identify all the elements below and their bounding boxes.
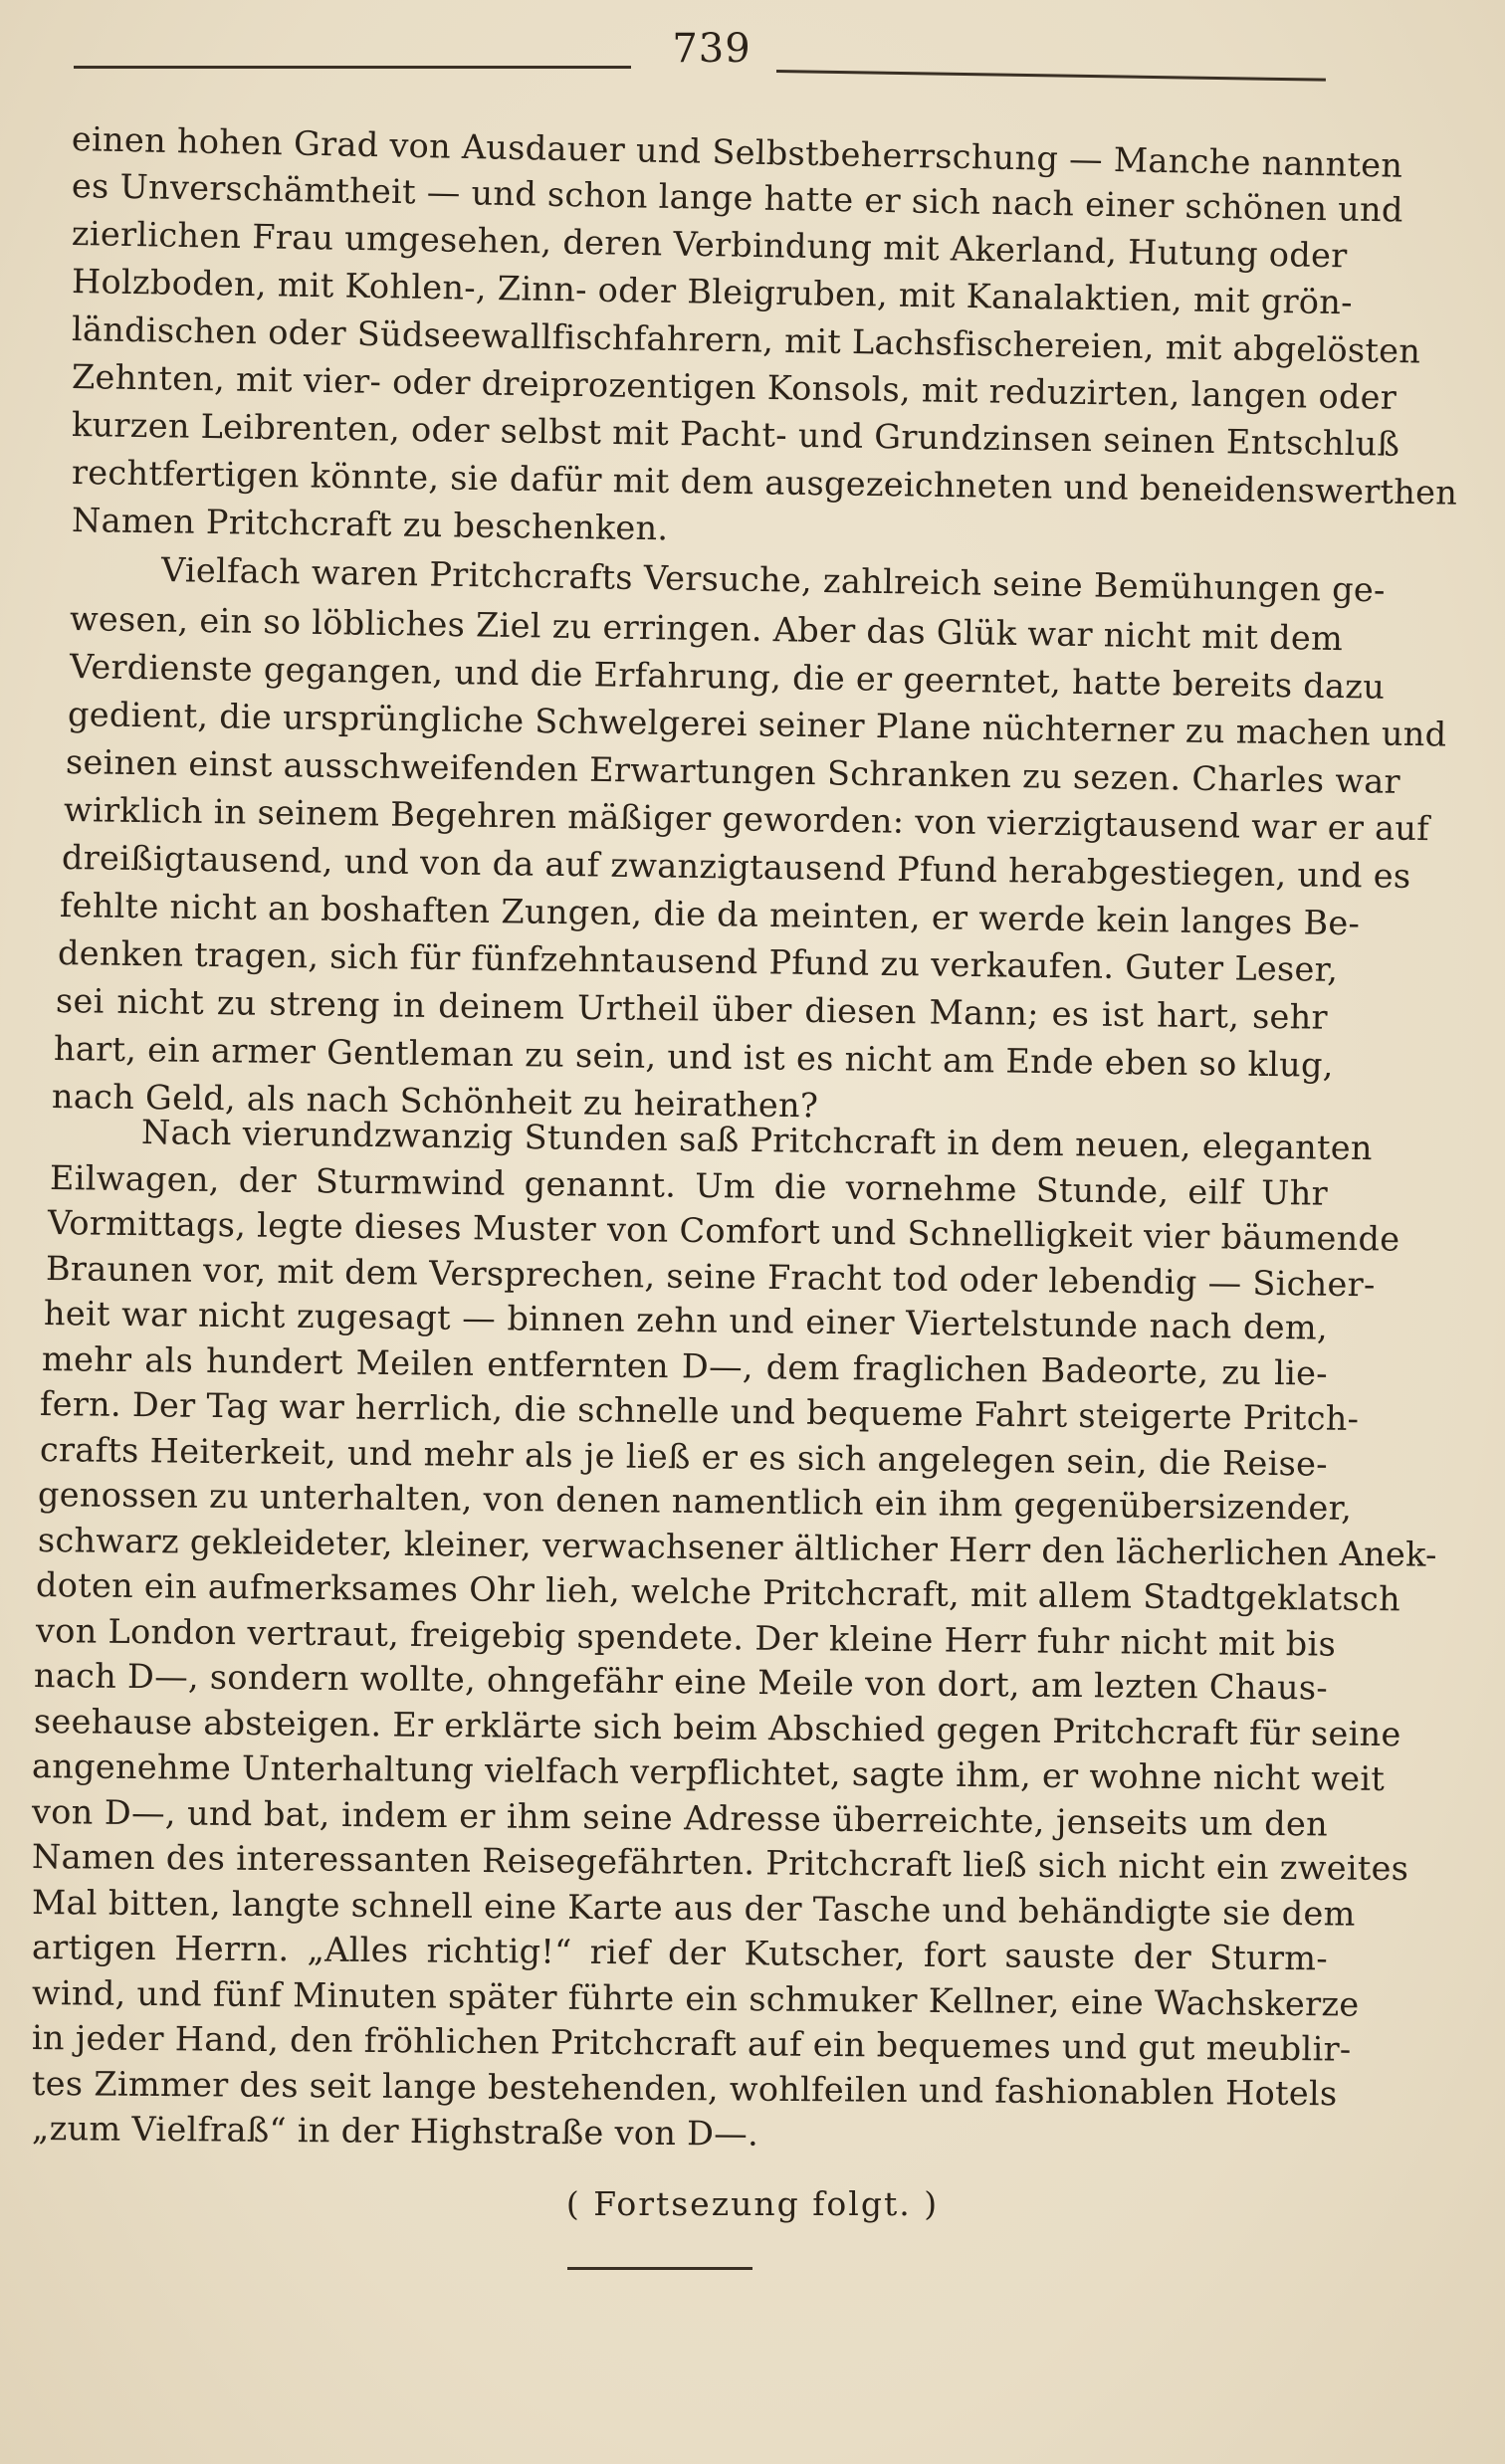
text-line: wind, und fünf Minuten später führte ein schmuker Kellner, eine Wachskerze bbox=[31, 1972, 1360, 2024]
text-line: rechtfertigen könnte, sie dafür mit dem ausgezeichneten und beneidenswerthen bbox=[71, 453, 1458, 513]
text-line: Zehnten, mit vier- oder dreiprozentigen Konsols, mit reduzirten, langen oder bbox=[71, 357, 1398, 417]
text-line: Vormittags, legte dieses Muster von Comfort und Schnelligkeit vier bäumende bbox=[47, 1203, 1400, 1259]
text-line: heit war nicht zugesagt — binnen zehn und einer Viertelstunde nach dem, bbox=[43, 1294, 1329, 1347]
text-line: es Unverschämtheit — und schon lange hatte er sich nach einer schönen und bbox=[71, 166, 1404, 230]
text-line: Holzboden, mit Kohlen-, Zinn- oder Bleigruben, mit Kanalaktien, mit grön- bbox=[71, 262, 1354, 322]
text-line: seehause absteigen. Er erklärte sich beim Abschied gegen Pritchcraft für seine bbox=[33, 1701, 1401, 1753]
text-line: nach Geld, als nach Schönheit zu heirathen? bbox=[51, 1077, 819, 1126]
text-line: gedient, die ursprüngliche Schwelgerei seiner Plane nüchterner zu machen und bbox=[67, 695, 1447, 754]
text-line: tes Zimmer des seit lange bestehenden, wohlfeilen und fashionablen Hotels bbox=[31, 2063, 1338, 2113]
text-line: hart, ein armer Gentleman zu sein, und ist es nicht am Ende eben so klug, bbox=[53, 1029, 1334, 1085]
text-line: mehr als hundert Meilen entfernten D—, dem fraglichen Badeorte, zu lie- bbox=[41, 1338, 1329, 1393]
text-line: crafts Heiterkeit, und mehr als je ließ er es sich angelegen sein, die Reise- bbox=[39, 1429, 1329, 1484]
paragraph-first-line: Nach vierundzwanzig Stunden saß Pritchcraft in dem neuen, eleganten bbox=[140, 1113, 1374, 1168]
page-number: 739 bbox=[672, 26, 752, 72]
text-line: artigen Herrn. „Alles richtig!“ rief der Kutscher, fort sauste der Sturm- bbox=[31, 1928, 1329, 1978]
text-line: „zum Vielfraß“ in der Highstraße von D—. bbox=[31, 2109, 759, 2154]
text-line: sei nicht zu streng in deinem Urtheil über diesen Mann; es ist hart, sehr bbox=[55, 981, 1329, 1037]
text-line: denken tragen, sich für fünfzehntausend Pfund zu verkaufen. Guter Leser, bbox=[57, 933, 1339, 989]
text-line: von D—, und bat, indem er ihm seine Adresse überreichte, jenseits um den bbox=[31, 1791, 1329, 1843]
text-line: kurzen Leibrenten, oder selbst mit Pacht- und Grundzinsen seinen Entschluß bbox=[71, 405, 1400, 464]
text-line: von London vertraut, freigebig spendete. Der kleine Herr fuhr nicht mit bis bbox=[35, 1610, 1337, 1664]
text-line: nach D—, sondern wollte, ohngefähr eine Meile von dort, am lezten Chaus- bbox=[33, 1656, 1329, 1708]
text-line: Namen Pritchcraft zu beschenken. bbox=[71, 501, 669, 548]
continuation-note: ( Fortsezung folgt. ) bbox=[565, 2184, 940, 2223]
text-line: fehlte nicht an boshaften Zungen, die da meinten, er werde kein langes Be- bbox=[59, 886, 1361, 943]
text-line: doten ein aufmerksames Ohr lieh, welche Pritchcraft, mit allem Stadtgeklatsch bbox=[35, 1565, 1401, 1619]
text-line: Verdienste gegangen, und die Erfahrung, die er geerntet, hatte bereits dazu bbox=[69, 647, 1386, 707]
text-line: wesen, ein so löbliches Ziel zu erringen. Aber das Glük war nicht mit dem bbox=[69, 599, 1344, 659]
text-line: Namen des interessanten Reisegefährten. Pritchcraft ließ sich nicht ein zweites bbox=[31, 1837, 1409, 1889]
text-line: angenehme Unterhaltung vielfach verpflichtet, sagte ihm, er wohne nicht weit bbox=[31, 1746, 1386, 1799]
text-line: schwarz gekleideter, kleiner, verwachsener ältlicher Herr den lächerlichen Anek- bbox=[37, 1520, 1437, 1574]
text-line: wirklich in seinem Begehren mäßiger geworden: von vierzigtausend war er auf bbox=[63, 790, 1430, 849]
text-line: Braunen vor, mit dem Versprechen, seine Fracht tod oder lebendig — Sicher- bbox=[45, 1248, 1376, 1304]
text-line: fern. Der Tag war herrlich, die schnelle und bequeme Fahrt steigerte Pritch- bbox=[39, 1384, 1360, 1439]
text-line: zierlichen Frau umgesehen, deren Verbindung mit Akerland, Hutung oder bbox=[71, 214, 1348, 276]
paragraph-first-line: Vielfach waren Pritchcrafts Versuche, zahlreich seine Bemühungen ge- bbox=[160, 550, 1387, 610]
text-line: genossen zu unterhalten, von denen namentlich ein ihm gegenübersizender, bbox=[37, 1475, 1353, 1528]
text-line: dreißigtausend, und von da auf zwanzigtausend Pfund herabgestiegen, und es bbox=[61, 838, 1411, 896]
text-line: Mal bitten, langte schnell eine Karte aus der Tasche und behändigte sie dem bbox=[31, 1882, 1356, 1934]
text-line: in jeder Hand, den fröhlichen Pritchcraft auf ein bequemes und gut meublir- bbox=[31, 2018, 1352, 2069]
text-line: einen hohen Grad von Ausdauer und Selbstbeherrschung — Manche nannten bbox=[71, 119, 1403, 185]
text-line: ländischen oder Südseewallfischfahrern, mit Lachsfischereien, mit abgelösten bbox=[71, 309, 1421, 371]
footer-rule bbox=[567, 2267, 752, 2270]
text-line: seinen einst ausschweifenden Erwartungen Schranken zu sezen. Charles war bbox=[65, 742, 1401, 801]
text-line: Eilwagen, der Sturmwind genannt. Um die vornehme Stunde, eilf Uhr bbox=[49, 1157, 1329, 1213]
